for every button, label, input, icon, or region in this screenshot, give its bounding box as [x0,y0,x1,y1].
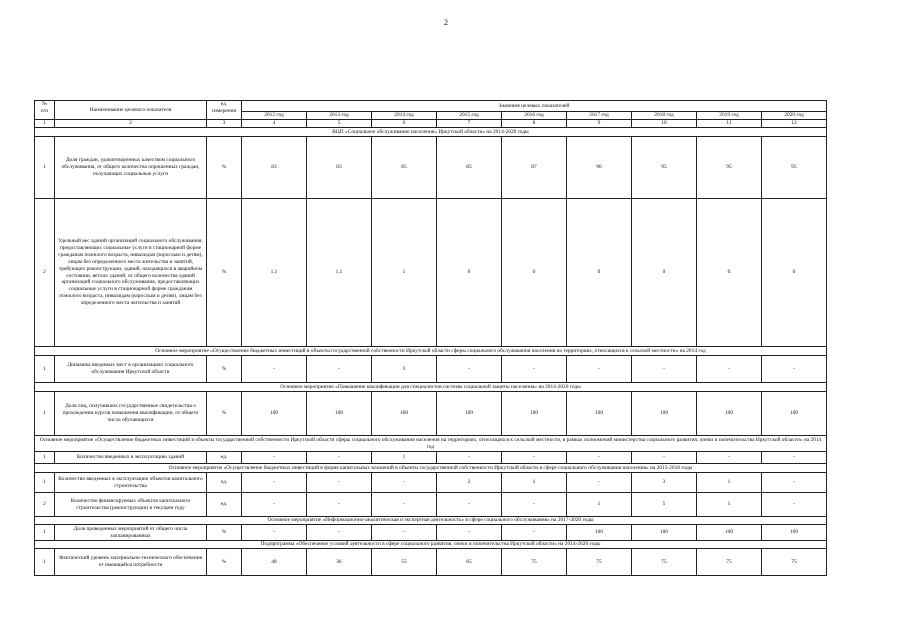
table-row [35,452,827,464]
column-number: 6 [372,120,437,128]
value-cell: - [372,493,437,517]
column-number: 10 [632,120,697,128]
column-number: 8 [502,120,567,128]
value-cell: 100 [372,392,437,436]
indicator-name: Доля проведенных мероприятий от общего числа запланированных [55,525,207,541]
value-cell: 1 [697,493,762,517]
value-cell: - [567,452,632,464]
header-year: 2020 год [762,112,827,120]
value-cell: 0 [502,199,567,347]
unit-cell: ед. [207,493,242,517]
value-cell: 0 [437,199,502,347]
value-cell: 95 [697,137,762,199]
value-cell: - [242,525,307,541]
value-cell: 100 [437,392,502,436]
column-number: 7 [437,120,502,128]
row-number: 2 [35,493,55,517]
value-cell: - [307,493,372,517]
section-title: Подпрограмма «Обеспечение условий деятельности в сфере социального развития, опеки и попечительства Иркутской области» на 2014-2020 годы [35,541,827,549]
value-cell: 1 [372,452,437,464]
value-cell: - [632,356,697,383]
value-cell: - [632,452,697,464]
value-cell: 100 [697,525,762,541]
row-number: 1 [35,356,55,383]
row-number: 1 [35,473,55,493]
indicator-name: Количество введенных в эксплуатацию объектов капитального строительства [55,473,207,493]
value-cell: - [372,473,437,493]
value-cell: 0 [567,199,632,347]
value-cell: 100 [307,392,372,436]
column-number: 4 [242,120,307,128]
value-cell: 100 [632,525,697,541]
indicator-name: Динамика вводимых мест в организациях социального обслуживания Иркутской области [55,356,207,383]
value-cell: 1 [372,199,437,347]
row-number: 1 [35,452,55,464]
value-cell: 55 [372,549,437,576]
header-name: Наименование целевого показателя [55,101,207,120]
value-cell: 1 [502,473,567,493]
section-row [35,128,827,137]
value-cell: - [567,473,632,493]
value-cell: 1 [697,473,762,493]
unit-cell: % [207,137,242,199]
value-cell: - [762,473,827,493]
row-number: 1 [35,549,55,576]
unit-cell: % [207,549,242,576]
value-cell: 83 [242,137,307,199]
value-cell: 100 [567,392,632,436]
value-cell: - [762,452,827,464]
value-cell: 75 [697,549,762,576]
value-cell: 100 [632,392,697,436]
column-number: 2 [55,120,207,128]
row-number: 1 [35,392,55,436]
table-row [35,549,827,576]
indicator-name: Доля граждан, удовлетворенных качеством социального обслуживания, от общего количества опрошенных граждан, получающих социальные услуги [55,137,207,199]
value-cell: 75 [502,549,567,576]
header-year: 2019 год [697,112,762,120]
column-number: 9 [567,120,632,128]
indicator-name: Фактический уровень материально-технического обеспечения от имеющейся потребности [55,549,207,576]
section-row [35,436,827,452]
value-cell: 48 [242,549,307,576]
value-cell: 100 [697,392,762,436]
value-cell: - [567,356,632,383]
value-cell: - [502,452,567,464]
value-cell: - [502,356,567,383]
value-cell: - [242,473,307,493]
table-row [35,392,827,436]
unit-cell: ед. [207,452,242,464]
header-year: 2012 год [242,112,307,120]
header-unit: ед. измерения [207,101,242,120]
indicator-name: Количество введенных в эксплуатацию зданий [55,452,207,464]
unit-cell: % [207,199,242,347]
column-number: 12 [762,120,827,128]
section-row [35,517,827,525]
table-row [35,137,827,199]
value-cell: - [242,356,307,383]
value-cell: 87 [502,137,567,199]
value-cell: 0 [762,199,827,347]
value-cell: - [307,525,372,541]
value-cell: - [697,452,762,464]
value-cell: 3 [372,356,437,383]
value-cell: 83 [307,137,372,199]
value-cell: - [437,356,502,383]
page-number: 2 [444,18,448,27]
value-cell: 95 [762,137,827,199]
target-indicators-table [34,100,827,576]
value-cell: 90 [567,137,632,199]
header-year: 2018 год [632,112,697,120]
section-title: Основное мероприятие «Осуществление бюджетных инвестиций в объекты государственной собственности Иркутской области сферы социального обслуживания населения на территориях, относящихся к сельской местности» на 2014 год [35,347,827,356]
value-cell: 100 [762,525,827,541]
value-cell: - [502,525,567,541]
unit-cell: % [207,392,242,436]
value-cell: 0 [632,199,697,347]
value-cell: - [437,452,502,464]
value-cell: 2 [437,473,502,493]
value-cell: 1,1 [242,199,307,347]
indicator-name: Количество финансируемых объектов капитального строительства (реконструкции) в текущем году [55,493,207,517]
value-cell: - [307,473,372,493]
section-title: ВЦП «Социальное обслуживание населения» Иркутской области» на 2014-2020 годы [35,128,827,137]
column-numbers-row [35,120,827,128]
value-cell: - [307,356,372,383]
value-cell: 1 [567,493,632,517]
section-row [35,541,827,549]
value-cell: 85 [437,137,502,199]
value-cell: 100 [502,392,567,436]
value-cell: - [372,525,437,541]
header-num: № п/п [35,101,55,120]
value-cell: - [502,493,567,517]
table-row [35,473,827,493]
column-number: 5 [307,120,372,128]
value-cell: 75 [632,549,697,576]
value-cell: 100 [567,525,632,541]
section-title: Основное мероприятие «Осуществление бюджетных инвестиций в объекты государственной собственности Иркутской области сферы социального обслуживания населения на территориях, относящихся к сельской местности, в рамках полномочий министерства социального развития, опеки и попечительства Иркутской области» на 2014 год [35,436,827,452]
value-cell: 95 [632,137,697,199]
row-number: 2 [35,199,55,347]
header-year: 2013 год [307,112,372,120]
section-row [35,347,827,356]
column-number: 11 [697,120,762,128]
section-title: Основное мероприятие «Повышение квалификации для специалистов системы социальной защиты населения» на 2014-2020 годы [35,383,827,392]
value-cell: - [697,356,762,383]
unit-cell: ед. [207,473,242,493]
value-cell: 75 [567,549,632,576]
section-row [35,383,827,392]
value-cell: - [242,493,307,517]
value-cell: 3 [632,473,697,493]
value-cell: 100 [762,392,827,436]
header-values-title: Значения целевых показателей [242,101,827,112]
value-cell: 100 [242,392,307,436]
value-cell: 75 [762,549,827,576]
header-year: 2017 год [567,112,632,120]
value-cell: 1,1 [307,199,372,347]
header-year: 2014 год [372,112,437,120]
value-cell: 65 [437,549,502,576]
section-row [35,464,827,473]
value-cell: - [762,356,827,383]
table-row [35,199,827,347]
value-cell: 36 [307,549,372,576]
row-number: 1 [35,137,55,199]
table-row [35,356,827,383]
column-number: 1 [35,120,55,128]
value-cell: 0 [697,199,762,347]
value-cell: - [307,452,372,464]
value-cell: 5 [632,493,697,517]
indicator-name: Доля лиц, получивших государственные свидетельства о прохождении курсов повышения квалификации, от общего числа обучающихся [55,392,207,436]
table-row [35,525,827,541]
section-title: Основное мероприятие «Информационно-аналитическая и экспертная деятельность» в сфере социального обслуживания» на 2017-2020 годы [35,517,827,525]
value-cell: 85 [372,137,437,199]
row-number: 1 [35,525,55,541]
value-cell: - [242,452,307,464]
section-title: Основное мероприятие «Осуществление бюджетных инвестиций в форме капитальных вложений в объекты государственной собственности Иркутской области в сфере социального обслуживания населения» на 2015-2018 годы [35,464,827,473]
unit-cell: % [207,525,242,541]
header-year: 2016 год [502,112,567,120]
value-cell: - [437,525,502,541]
value-cell: - [762,493,827,517]
header-year: 2015 год [437,112,502,120]
column-number: 3 [207,120,242,128]
unit-cell: % [207,356,242,383]
table-row [35,493,827,517]
value-cell: - [437,493,502,517]
indicator-name: Удельный вес зданий организаций социального обслуживания, предоставляющих социальные услуги в стационарной форме гражданам пожилого возраста, инвалидам (взрослым и детям), лицам без определенного места жительства и занятий, требующих реконструкции, зданий, находящихся в аварийном состоянии, ветхих зданий, от общего количества зданий организаций социального обслуживания, предоставляющих социальные услуги в стационарной форме гражданам пожилого возраста, инвалидам (взрослым и детям), лицам без определенного места жительства и занятий [55,199,207,347]
